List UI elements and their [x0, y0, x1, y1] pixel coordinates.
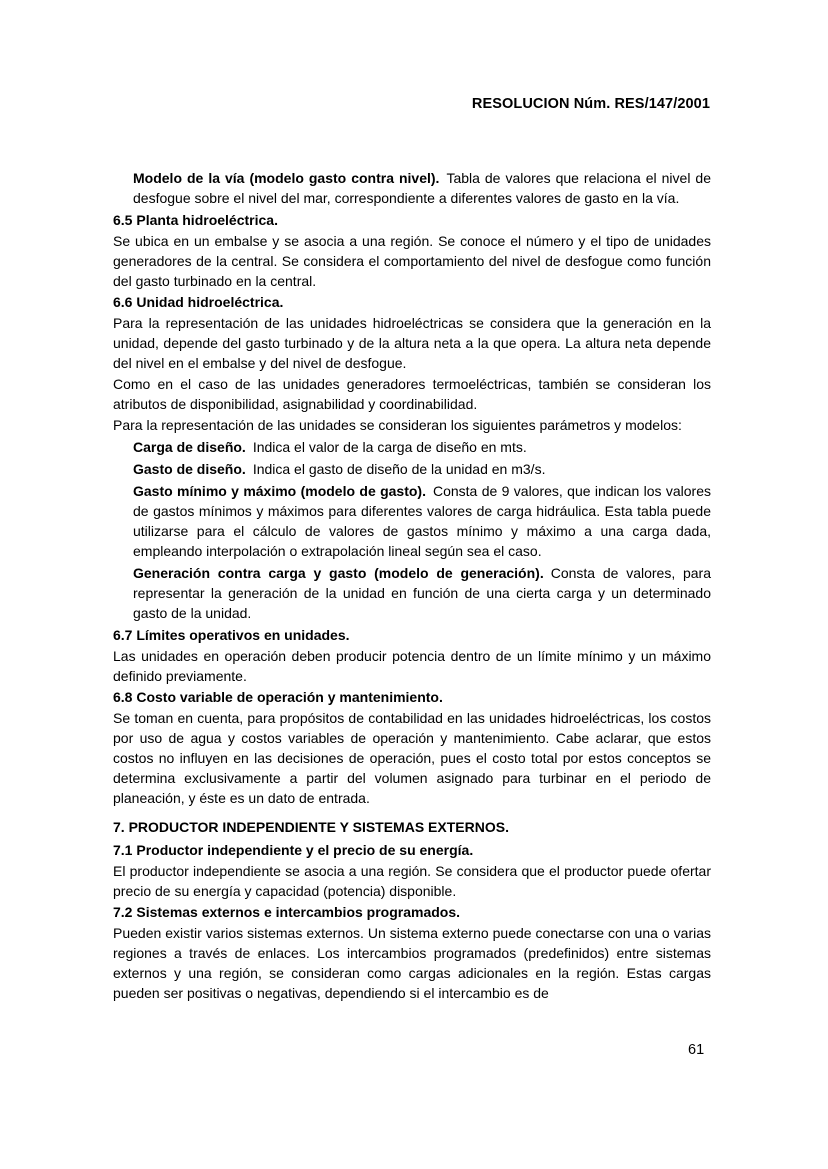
paragraph: El productor independiente se asocia a una región. Se considera que el productor puede ofertar precio de su energía y capacidad (potencia) disponible. — [113, 863, 711, 899]
term-paragraph — [133, 459, 711, 479]
section-heading-6-8: 6.8 Costo variable de operación y mantenimiento. — [113, 689, 443, 705]
section-heading-6-6: 6.6 Unidad hidroeléctrica. — [113, 294, 284, 310]
term-text: Tabla de valores que relaciona el nivel de desfogue sobre el nivel del mar, correspondiente a diferentes valores de gasto en la vía. — [133, 170, 711, 206]
paragraph: Pueden existir varios sistemas externos. Un sistema externo puede conectarse con una o varias regiones a través de enlaces. Los intercambios programados (predefinidos) entre sistemas externos y una región, se consideran como cargas adicionales en la región. Estas cargas pueden ser positivas o negativas, dependiendo si el intercambio es de — [113, 925, 711, 1001]
page-number: 61 — [688, 1042, 705, 1058]
document-header: RESOLUCION Núm. RES/147/2001 — [471, 96, 710, 112]
term-text: Indica el gasto de diseño de la unidad en m3/s. — [252, 461, 546, 477]
term-paragraph — [133, 168, 711, 208]
term-paragraph — [133, 481, 711, 561]
paragraph: Como en el caso de las unidades generadores termoeléctricas, también se consideran los atributos de disponibilidad, asignabilidad y coordinabilidad. — [113, 376, 711, 412]
paragraph: Para la representación de las unidades hidroeléctricas se considera que la generación en la unidad, depende del gasto turbinado y de la altura neta a la que opera. La altura neta depende del nivel en el embalse y del nivel de desfogue. — [113, 315, 711, 371]
term-paragraph — [133, 563, 711, 623]
term-lead: Generación contra carga y gasto (modelo de generación). — [133, 565, 544, 581]
term-lead: Gasto de diseño. — [133, 461, 246, 477]
section-heading-6-7: 6.7 Límites operativos en unidades. — [113, 627, 350, 643]
paragraph: Las unidades en operación deben producir potencia dentro de un límite mínimo y un máximo definido previamente. — [113, 648, 711, 684]
paragraph: Se toman en cuenta, para propósitos de contabilidad en las unidades hidroeléctricas, los costos por uso de agua y costos variables de operación y mantenimiento. Cabe aclarar, que estos costos no influyen en las decisiones de operación, pues el costo total por estos conceptos se determina exclusivamente a partir del volumen asignado para turbinar en el periodo de planeación, y éste es un dato de entrada. — [113, 710, 711, 806]
term-paragraph — [133, 437, 711, 457]
term-lead: Gasto mínimo y máximo (modelo de gasto). — [133, 483, 426, 499]
chapter-heading-7: 7. PRODUCTOR INDEPENDIENTE Y SISTEMAS EXTERNOS. — [113, 819, 509, 835]
document-body — [113, 166, 711, 1004]
section-heading-7-1: 7.1 Productor independiente y el precio de su energía. — [113, 842, 474, 858]
term-lead: Carga de diseño. — [133, 439, 246, 455]
section-heading-6-5: 6.5 Planta hidroeléctrica. — [113, 212, 278, 228]
term-text: Consta de 9 valores, que indican los valores de gastos mínimos y máximos para diferentes valores de carga hidráulica. Esta tabla puede utilizarse para el cálculo de valores de gastos mínimo y máximo a una carga dada, empleando interpolación o extrapolación lineal según sea el caso. — [133, 483, 711, 559]
section-heading-7-2: 7.2 Sistemas externos e intercambios programados. — [113, 904, 461, 920]
term-text: Consta de valores, para representar la generación de la unidad en función de una cierta carga y un determinado gasto de la unidad. — [133, 565, 712, 621]
paragraph: Se ubica en un embalse y se asocia a una región. Se conoce el número y el tipo de unidades generadores de la central. Se considera el comportamiento del nivel de desfogue como función del gasto turbinado en la central. — [113, 233, 711, 289]
term-lead: Modelo de la vía (modelo gasto contra nivel). — [133, 170, 440, 186]
paragraph: Para la representación de las unidades se consideran los siguientes parámetros y modelos: — [113, 417, 682, 433]
term-text: Indica el valor de la carga de diseño en mts. — [252, 439, 527, 455]
